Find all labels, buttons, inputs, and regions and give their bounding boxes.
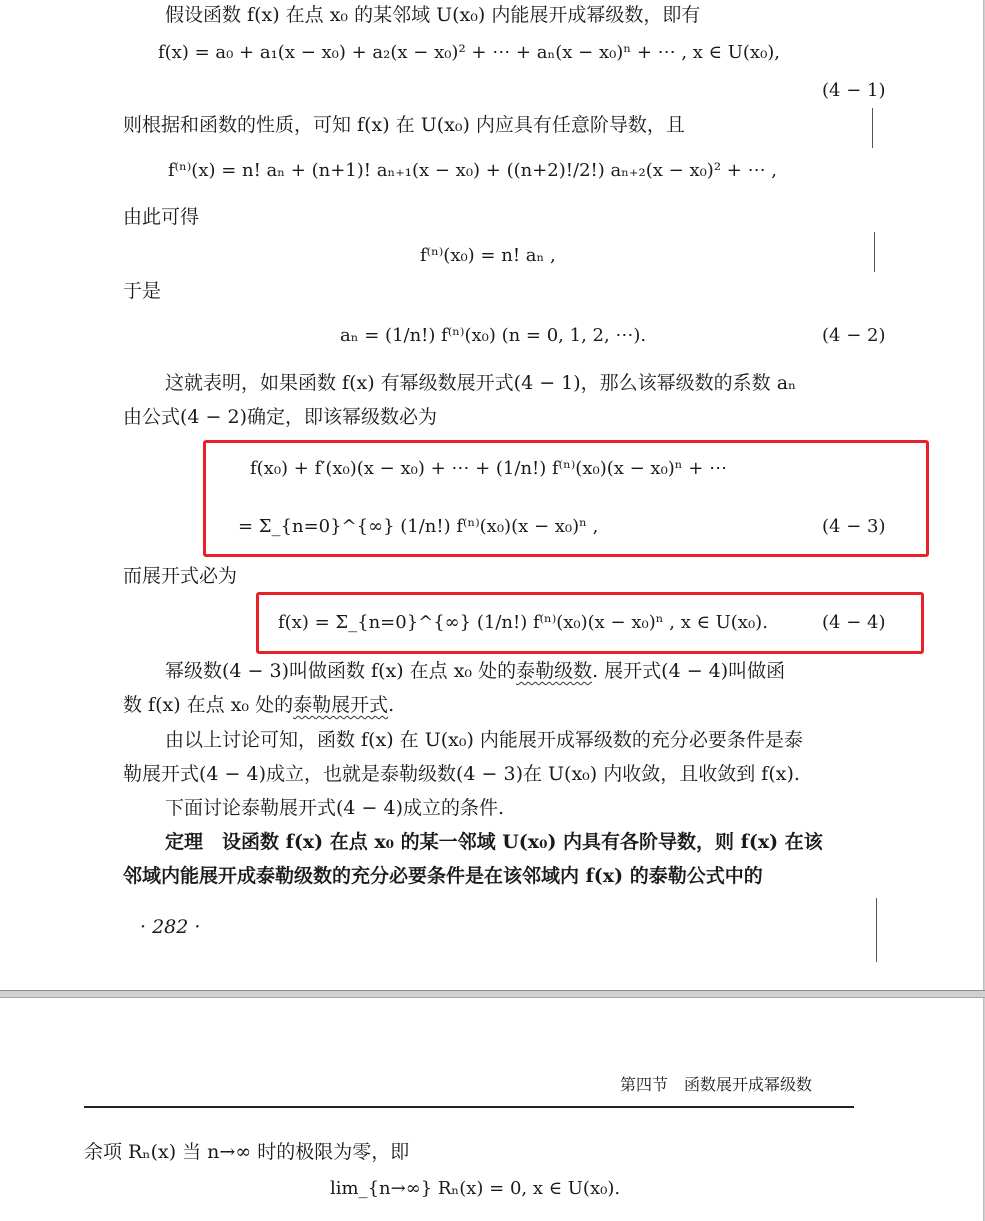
margin-mark xyxy=(876,898,877,962)
header-rule xyxy=(84,1106,854,1108)
equation-line: f⁽ⁿ⁾(x) = n! aₙ + (n+1)! aₙ₊₁(x − x₀) + ((n+2)!/2!) aₙ₊₂(x − x₀)² + ⋯ , xyxy=(168,160,778,181)
equation-line: f(x₀) + f′(x₀)(x − x₀) + ⋯ + (1/n!) f⁽ⁿ⁾(x₀)(x − x₀)ⁿ + ⋯ xyxy=(250,458,728,479)
text-line: 邻域内能展开成泰勒级数的充分必要条件是在该邻域内 f(x) 的泰勒公式中的 xyxy=(123,865,763,887)
text-line: 则根据和函数的性质，可知 f(x) 在 U(x₀) 内应具有任意阶导数，且 xyxy=(123,114,685,136)
text-line: 余项 Rₙ(x) 当 n→∞ 时的极限为零，即 xyxy=(84,1141,410,1163)
text-segment: . xyxy=(388,694,395,716)
page-number: · 282 · xyxy=(140,916,201,938)
term-taylor-series: 泰勒级数 xyxy=(516,660,593,682)
equation-line: lim_{n→∞} Rₙ(x) = 0, x ∈ U(x₀). xyxy=(330,1178,621,1199)
text-line: 由此可得 xyxy=(123,206,200,228)
equation-line: = Σ_{n=0}^{∞} (1/n!) f⁽ⁿ⁾(x₀)(x − x₀)ⁿ , xyxy=(238,516,599,537)
text-line: 由公式(4 − 2)确定，即该幂级数必为 xyxy=(123,406,438,428)
text-line: 这就表明，如果函数 f(x) 有幂级数展开式(4 − 1)，那么该幂级数的系数 aₙ xyxy=(165,372,797,394)
running-header: 第四节 函数展开成幂级数 xyxy=(620,1075,813,1094)
text-segment: 设函数 f(x) 在点 x₀ 的某一邻域 U(x₀) 内具有各阶导数，则 f(x) 在该 xyxy=(222,831,823,853)
text-line xyxy=(123,694,394,716)
equation-line: f(x) = a₀ + a₁(x − x₀) + a₂(x − x₀)² + ⋯ + aₙ(x − x₀)ⁿ + ⋯ , x ∈ U(x₀), xyxy=(158,42,781,63)
margin-mark xyxy=(872,108,873,148)
equation-line: f⁽ⁿ⁾(x₀) = n! aₙ , xyxy=(420,245,556,266)
page-separator xyxy=(0,990,985,998)
equation-number: (4 − 4) xyxy=(822,612,886,633)
margin-mark xyxy=(874,232,875,272)
equation-number: (4 − 1) xyxy=(822,80,886,101)
text-line: 假设函数 f(x) 在点 x₀ 的某邻域 U(x₀) 内能展开成幂级数，即有 xyxy=(165,4,701,26)
equation-number: (4 − 3) xyxy=(822,516,886,537)
text-line: 由以上讨论可知，函数 f(x) 在 U(x₀) 内能展开成幂级数的充分必要条件是泰 xyxy=(165,729,803,751)
term-taylor-expansion: 泰勒展开式 xyxy=(293,694,389,716)
theorem-label: 定理 xyxy=(165,831,204,853)
text-line: 勒展开式(4 − 4)成立，也就是泰勒级数(4 − 3)在 U(x₀) 内收敛，且收敛到 f(x). xyxy=(123,763,800,785)
text-segment: 幂级数(4 − 3)叫做函数 f(x) 在点 x₀ 处的 xyxy=(165,660,517,682)
equation-number: (4 − 2) xyxy=(822,325,886,346)
text-line xyxy=(165,831,823,853)
page-283 xyxy=(0,998,984,1221)
text-line xyxy=(165,660,785,682)
equation-line: aₙ = (1/n!) f⁽ⁿ⁾(x₀) (n = 0, 1, 2, ⋯). xyxy=(340,325,647,346)
text-segment: 数 f(x) 在点 x₀ 处的 xyxy=(123,694,294,716)
text-line: 而展开式必为 xyxy=(123,565,238,587)
text-line: 下面讨论泰勒展开式(4 − 4)成立的条件. xyxy=(165,797,505,819)
text-segment: . 展开式(4 − 4)叫做函 xyxy=(592,660,786,682)
text-line: 于是 xyxy=(123,280,162,302)
equation-line: f(x) = Σ_{n=0}^{∞} (1/n!) f⁽ⁿ⁾(x₀)(x − x₀)ⁿ , x ∈ U(x₀). xyxy=(278,612,768,633)
